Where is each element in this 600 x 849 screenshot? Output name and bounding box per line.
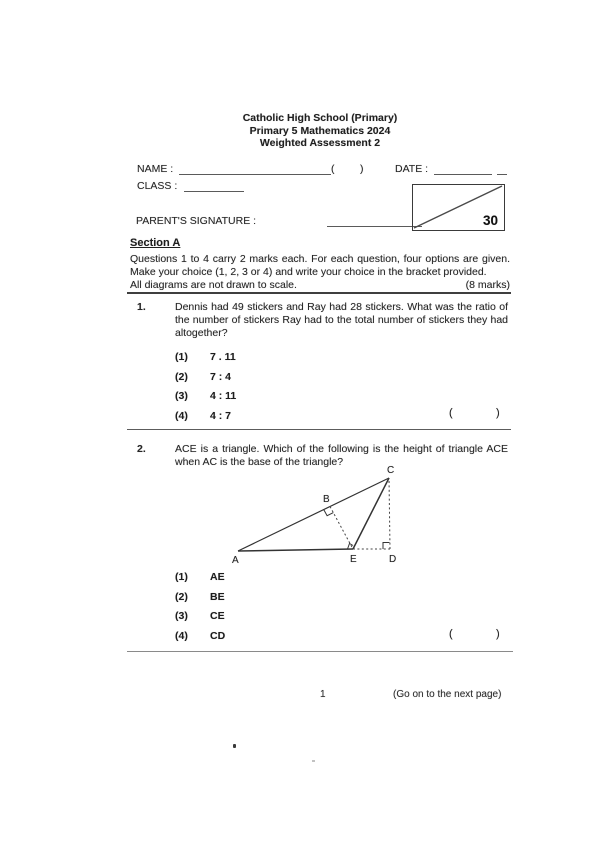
vertex-label-e: E bbox=[350, 554, 357, 565]
vertex-label-b: B bbox=[323, 494, 330, 505]
q2-option-3 bbox=[175, 611, 225, 622]
section-a-instructions bbox=[130, 253, 510, 292]
q2-option-2-num: (2) bbox=[175, 590, 188, 603]
q2-option-4 bbox=[175, 631, 225, 642]
name-label: NAME : bbox=[137, 163, 174, 175]
divider-bottom bbox=[127, 651, 513, 652]
q2-number: 2. bbox=[137, 443, 146, 455]
q2-answer-bracket-close: ) bbox=[496, 628, 500, 640]
q1-option-4-num: (4) bbox=[175, 409, 188, 422]
q1-option-1-value: 7 . 11 bbox=[210, 351, 236, 363]
q1-option-2 bbox=[175, 372, 236, 383]
q2-option-2-value: BE bbox=[210, 590, 225, 603]
q1-number: 1. bbox=[137, 301, 146, 313]
page-number: 1 bbox=[320, 689, 326, 700]
q1-answer-bracket-close: ) bbox=[496, 407, 500, 419]
score-box bbox=[412, 184, 505, 231]
q2-option-1 bbox=[175, 572, 225, 583]
continue-note: (Go on to the next page) bbox=[393, 689, 502, 700]
divider-top bbox=[127, 292, 511, 294]
q1-option-2-num: (2) bbox=[175, 370, 188, 383]
right-angle-mark-b bbox=[324, 510, 334, 516]
section-a-title: Section A bbox=[130, 237, 181, 249]
section-marks: (8 marks) bbox=[465, 279, 510, 291]
side-ac bbox=[238, 478, 389, 551]
line-dc-dotted bbox=[389, 478, 390, 549]
date-blank-line-2 bbox=[497, 163, 507, 175]
instructions-last-line: All diagrams are not drawn to scale. bbox=[130, 279, 297, 291]
q2-option-1-num: (1) bbox=[175, 571, 188, 583]
q2-option-1-value: AE bbox=[210, 571, 225, 583]
date-blank-line bbox=[434, 163, 492, 175]
q2-option-3-value: CE bbox=[210, 610, 225, 622]
vertex-label-c: C bbox=[387, 465, 395, 476]
q1-option-3-num: (3) bbox=[175, 390, 188, 402]
paper-subject: Primary 5 Mathematics 2024 bbox=[249, 124, 391, 137]
total-marks-value: 30 bbox=[482, 213, 498, 228]
q1-option-3-value: 4 : 11 bbox=[210, 390, 237, 402]
divider-q1-q2 bbox=[127, 429, 511, 430]
instructions-text: Questions 1 to 4 carry 2 marks each. For each question, four options are given. Make your choice (1, 2, 3 or 4) and write your choice in the bracket provided. bbox=[130, 253, 510, 278]
triangle-ace-diagram bbox=[220, 462, 420, 570]
q2-options bbox=[175, 572, 225, 642]
school-name: Catholic High School (Primary) bbox=[242, 112, 398, 124]
index-paren-open: ( bbox=[331, 163, 335, 175]
scan-speck bbox=[312, 760, 315, 762]
side-ec bbox=[353, 478, 389, 549]
signature-label: PARENT'S SIGNATURE : bbox=[136, 215, 257, 227]
q1-option-2-value: 7 : 4 bbox=[210, 370, 232, 383]
q1-text: Dennis had 49 stickers and Ray had 28 stickers. What was the ratio of the number of stickers Ray had to the total number of stickers they had altogether? bbox=[175, 301, 508, 339]
q1-option-4 bbox=[175, 411, 236, 422]
signature-blank-line bbox=[327, 215, 422, 227]
class-blank-line bbox=[184, 180, 244, 192]
q2-option-3-num: (3) bbox=[175, 610, 188, 622]
q2-option-4-num: (4) bbox=[175, 629, 188, 642]
q2-text: ACE is a triangle. Which of the following is the height of triangle ACE when AC is the base of the triangle? bbox=[175, 443, 508, 468]
vertex-label-a: A bbox=[232, 555, 239, 566]
paper-header bbox=[130, 112, 510, 150]
name-blank-line bbox=[179, 163, 331, 175]
side-ae bbox=[238, 549, 353, 551]
q1-option-1-num: (1) bbox=[175, 351, 188, 363]
q1-option-1 bbox=[175, 352, 236, 363]
q1-option-4-value: 4 : 7 bbox=[210, 409, 232, 422]
date-label: DATE : bbox=[395, 163, 429, 175]
scan-speck bbox=[233, 744, 236, 748]
angle-mark-e bbox=[348, 544, 354, 550]
paper-title: Weighted Assessment 2 bbox=[259, 137, 381, 149]
vertex-label-d: D bbox=[389, 554, 397, 565]
q2-answer-bracket-open: ( bbox=[449, 628, 453, 640]
q2-option-4-value: CD bbox=[210, 629, 226, 642]
q1-answer-bracket-open: ( bbox=[449, 407, 453, 419]
index-paren-close: ) bbox=[360, 163, 364, 175]
class-label: CLASS : bbox=[137, 180, 178, 192]
q1-option-3 bbox=[175, 391, 236, 402]
q2-option-2 bbox=[175, 592, 225, 603]
right-angle-mark-d bbox=[383, 543, 389, 550]
q1-options bbox=[175, 352, 236, 422]
